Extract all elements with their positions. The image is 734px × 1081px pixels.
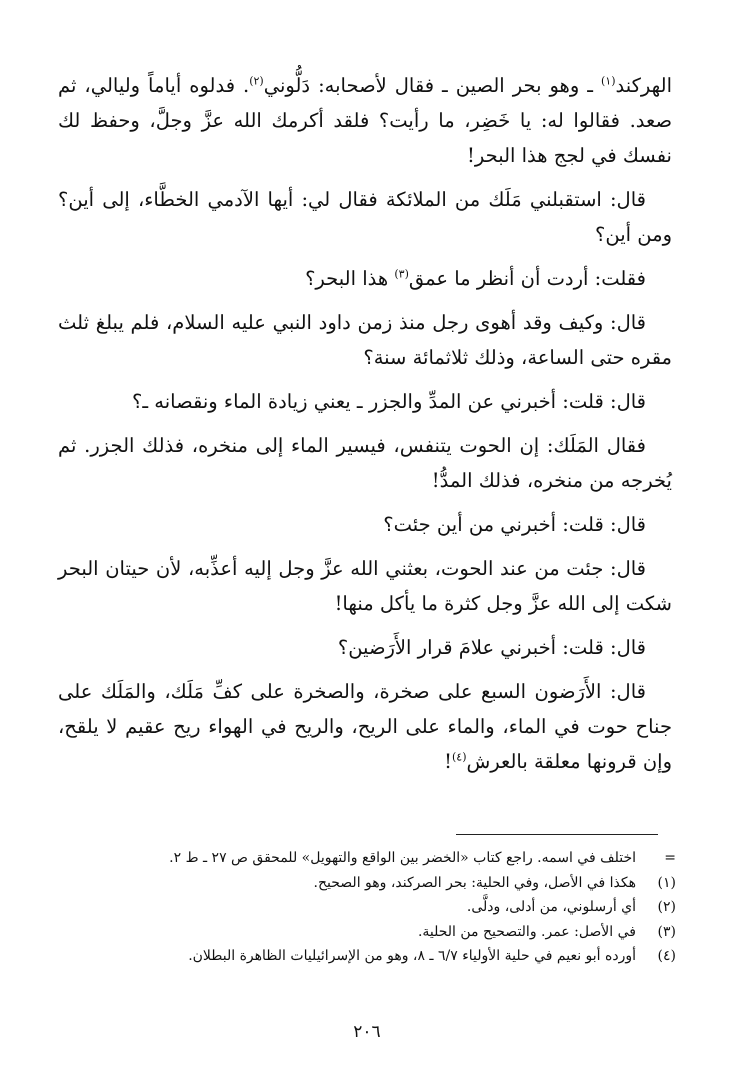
text-run: هذا البحر؟ [305,267,395,290]
text-run: قال: قلت: أخبرني علامَ قرار الأَرَضين؟ [337,636,646,659]
footnote-separator [456,834,658,835]
text-run: قال: قلت: أخبرني عن المدِّ والجزر ـ يعني زيادة الماء ونقصانه ـ؟ [132,390,646,413]
paragraph [58,551,672,621]
footnote-text: أورده أبو نعيم في حلية الأولياء ٦/٧ ـ ٨، وهو من الإسرائيليات الظاهرة البطلان. [188,948,636,964]
footnote-text: اختلف في اسمه. راجع كتاب «الخضر بين الواقع والتهويل» للمحقق ص ٢٧ ـ ط ٢. [169,850,636,866]
text-run: . فدلوه أياماً وليالي، ثم صعد. فقالوا له: يا خَضِر، ما رأيت؟ فلقد أكرمك الله عزَّ وجلَّ، وحفظ لك نفسك في لجج هذا البحر! [58,74,672,167]
paragraph [58,68,672,173]
footnote [58,871,676,896]
footnote [58,944,676,969]
paragraph [58,305,672,375]
footnote-marker: = [664,850,676,866]
text-run: ـ وهو بحر الصين ـ فقال لأصحابه: دَلُّوني [263,74,601,97]
text-run: قال: استقبلني مَلَك من الملائكة فقال لي: أيها الآدمي الخطَّاء، إلى أين؟ ومن أين؟ [58,188,672,246]
page-number: ٢٠٦ [353,1022,381,1042]
paragraph [58,630,672,665]
footnote-reference: (٢) [249,74,264,88]
text-run: فقال المَلَك: إن الحوت يتنفس، فيسير الماء إلى منخره، فذلك الجزر. ثم يُخرجه من منخره، فذلك المدُّ! [58,434,672,492]
paragraph [58,384,672,419]
text-run: قال: قلت: أخبرني من أين جئت؟ [383,513,646,536]
footnote-text: في الأصل: عمر. والتصحيح من الحلية. [417,923,636,940]
paragraph [58,428,672,498]
footnote [58,920,676,945]
paragraph [58,507,672,542]
text-run: قال: وكيف وقد أهوى رجل منذ زمن داود النبي عليه السلام، فلم يبلغ ثلث مقره حتى الساعة، وذلك ثلاثمائة سنة؟ [58,311,672,369]
footnote-text: هكذا في الأصل، وفي الحلية: بحر الصركند، وهو الصحيح. [313,874,636,891]
paragraph [58,674,672,779]
footnotes [58,846,676,969]
footnote [58,895,676,920]
text-run: فقلت: أردت أن أنظر ما عمق [408,267,646,290]
footnote-marker: (١) [657,874,676,891]
footnote-reference: (٣) [394,267,409,281]
paragraph [58,182,672,252]
text-run: قال: الأَرَضون السبع على صخرة، والصخرة على كفِّ مَلَك، والمَلَك على جناح حوت في الماء، والماء على الريح، والريح في الهواء ريح عقيم لا يلقح، وإن قرونها معلقة بالعرش [58,680,673,773]
footnote-marker: (٣) [657,923,676,940]
text-run: قال: جئت من عند الحوت، بعثني الله عزَّ وجل إليه أعذِّبه، لأن حيتان البحر شكت إلى الله عزَّ وجل كثرة ما يأكل منها! [58,557,672,615]
text-run: ! [444,750,452,773]
footnote-text: أي أرسلوني، من أدلى، ودلَّى. [466,899,636,915]
footnote [58,846,676,871]
footnote-reference: (٤) [451,750,467,764]
paragraph [58,261,672,296]
footnote-marker: (٤) [657,948,676,964]
footnote-reference: (١) [600,74,616,88]
main-text [58,68,672,788]
footnote-marker: (٢) [657,899,676,915]
text-run: الهركند [615,74,672,97]
